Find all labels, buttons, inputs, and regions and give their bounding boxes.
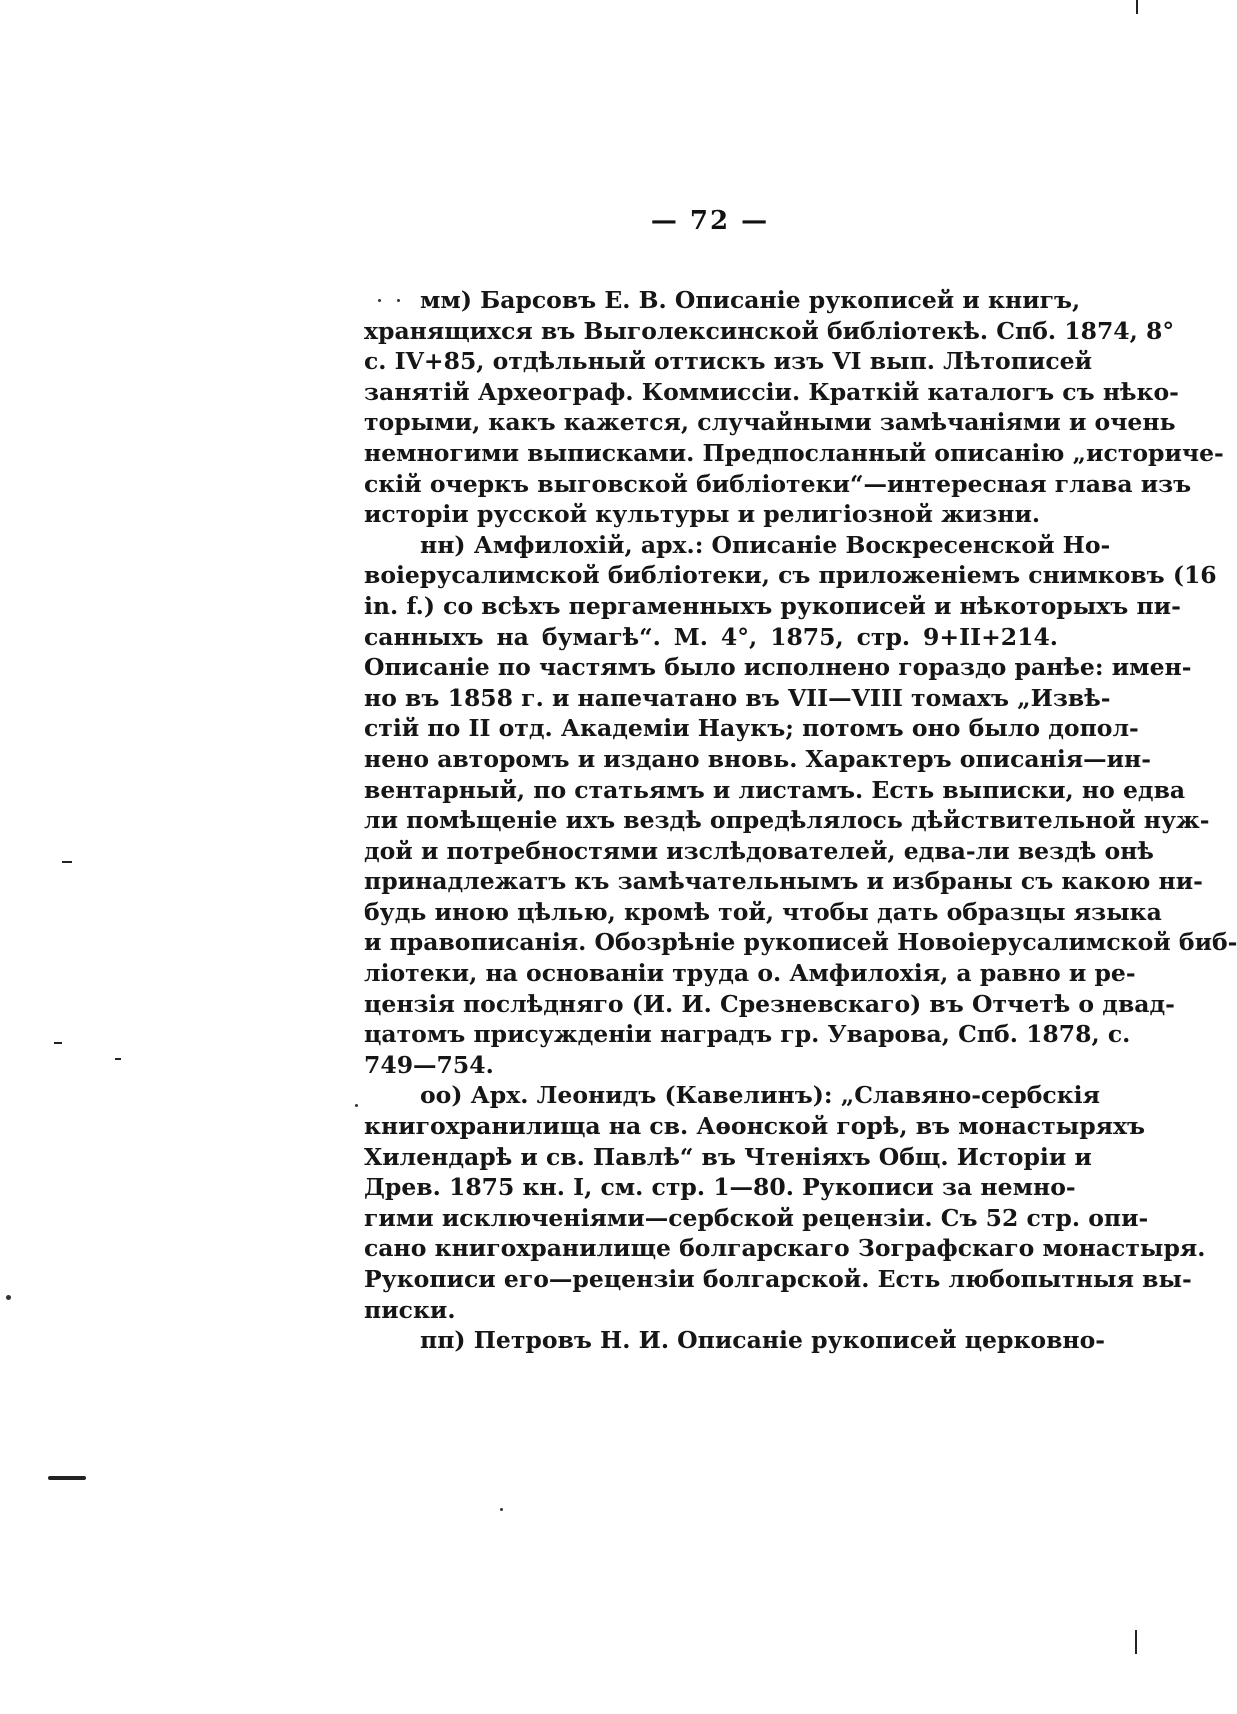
text-line: принадлежатъ къ замѣчательнымъ и избраны съ какою ни- (364, 867, 1203, 896)
text-line: будь иною цѣлью, кромѣ той, чтобы дать образцы языка (364, 897, 1162, 926)
scan-dot (500, 1508, 503, 1511)
text-line: вентарный, по статьямъ и листамъ. Есть выписки, но едва (364, 775, 1186, 804)
text-line: книгохранилища на св. Аѳонской горѣ, въ монастыряхъ (364, 1112, 1146, 1141)
text-line: Древ. 1875 кн. I, см. стр. 1—80. Рукописи за немно- (364, 1173, 1076, 1202)
text-line: хранящихся въ Выголексинской библіотекѣ. Спб. 1874, 8° (364, 316, 1175, 345)
entry-paragraph-mm (364, 285, 1224, 530)
text-line: нено авторомъ и издано вновь. Характеръ описанія—ин- (364, 744, 1152, 773)
text-line: с. IV+85, отдѣльный оттискъ изъ VI вып. Лѣтописей (364, 347, 1093, 376)
text-line: сано книгохранилище болгарскаго Зографскаго монастыря. (364, 1234, 1206, 1263)
scan-dot (6, 1295, 11, 1300)
text-line: оо) Арх. Леонидъ (Кавелинъ): „Славяно-сербскія (420, 1081, 1100, 1110)
text-line: цатомъ присужденіи наградъ гр. Уварова, Спб. 1878, с. (364, 1020, 1131, 1049)
text-line: и правописанія. Обозрѣніе рукописей Новоіерусалимской биб- (364, 928, 1237, 957)
text-line: Хилендарѣ и св. Павлѣ“ въ Чтеніяхъ Общ. Исторіи и (364, 1142, 1092, 1171)
text-line: санныхъ на бумагѣ“. М. 4°, 1875, стр. 9+II+214. (364, 622, 1058, 651)
scan-mark (54, 1042, 62, 1044)
scan-mark (115, 1058, 121, 1060)
entry-paragraph-oo (364, 1080, 1206, 1325)
text-line: пп) Петровъ Н. И. Описаніе рукописей церковно- (420, 1326, 1106, 1355)
text-line: стій по II отд. Академіи Наукъ; потомъ оно было допол- (364, 714, 1139, 743)
text-line: занятій Археограф. Коммиссіи. Краткій каталогъ съ нѣко- (364, 377, 1179, 406)
text-line: Описаніе по частямъ было исполнено гораздо ранѣе: имен- (364, 653, 1192, 682)
text-line: воіерусалимской библіотеки, съ приложеніемъ снимковъ (16 (364, 561, 1217, 590)
text-line: in. f.) со всѣхъ пергаменныхъ рукописей и нѣкоторыхъ пи- (364, 591, 1181, 620)
scan-dot (355, 1104, 358, 1107)
entry-paragraph-nn (364, 530, 1237, 1081)
text-line: немногими выписками. Предпосланный описанію „историче- (364, 438, 1224, 467)
text-line: нн) Амфилохій, арх.: Описаніе Воскресенской Но- (420, 530, 1111, 559)
text-line: цензія послѣдняго (И. И. Срезневскаго) въ Отчетѣ о двад- (364, 989, 1175, 1018)
scan-mark (48, 1476, 86, 1480)
scan-mark (62, 861, 72, 863)
text-line: исторіи русской культуры и религіозной жизни. (364, 500, 1041, 529)
entry-paragraph-pp (364, 1325, 1106, 1356)
text-line: скій очеркъ выговской библіотеки“—интересная глава изъ (364, 469, 1192, 498)
body-text (364, 285, 1237, 1356)
scan-dot (397, 299, 400, 302)
text-line: торыми, какъ кажется, случайными замѣчаніями и очень (364, 408, 1176, 437)
text-line: ли помѣщеніе ихъ вездѣ опредѣлялось дѣйствительной нуж- (364, 806, 1210, 835)
text-line: писки. (364, 1295, 456, 1324)
text-line: 749—754. (364, 1050, 494, 1079)
scan-mark (1135, 1630, 1137, 1654)
text-line: дой и потребностями изслѣдователей, едва-ли вездѣ онѣ (364, 836, 1154, 865)
text-line: ліотеки, на основаніи труда о. Амфилохія, а равно и ре- (364, 959, 1136, 988)
scan-mark (1136, 0, 1138, 14)
text-line: Рукописи его—рецензіи болгарской. Есть любопытныя вы- (364, 1265, 1192, 1293)
page-number: — 72 — (650, 206, 770, 236)
text-line: мм) Барсовъ Е. В. Описаніе рукописей и книгъ, (420, 286, 1081, 314)
text-line: гими исключеніями—сербской рецензіи. Съ 52 стр. опи- (364, 1203, 1149, 1232)
text-line: но въ 1858 г. и напечатано въ VII—VIII томахъ „Извѣ- (364, 683, 1111, 712)
scan-dot (378, 299, 381, 302)
